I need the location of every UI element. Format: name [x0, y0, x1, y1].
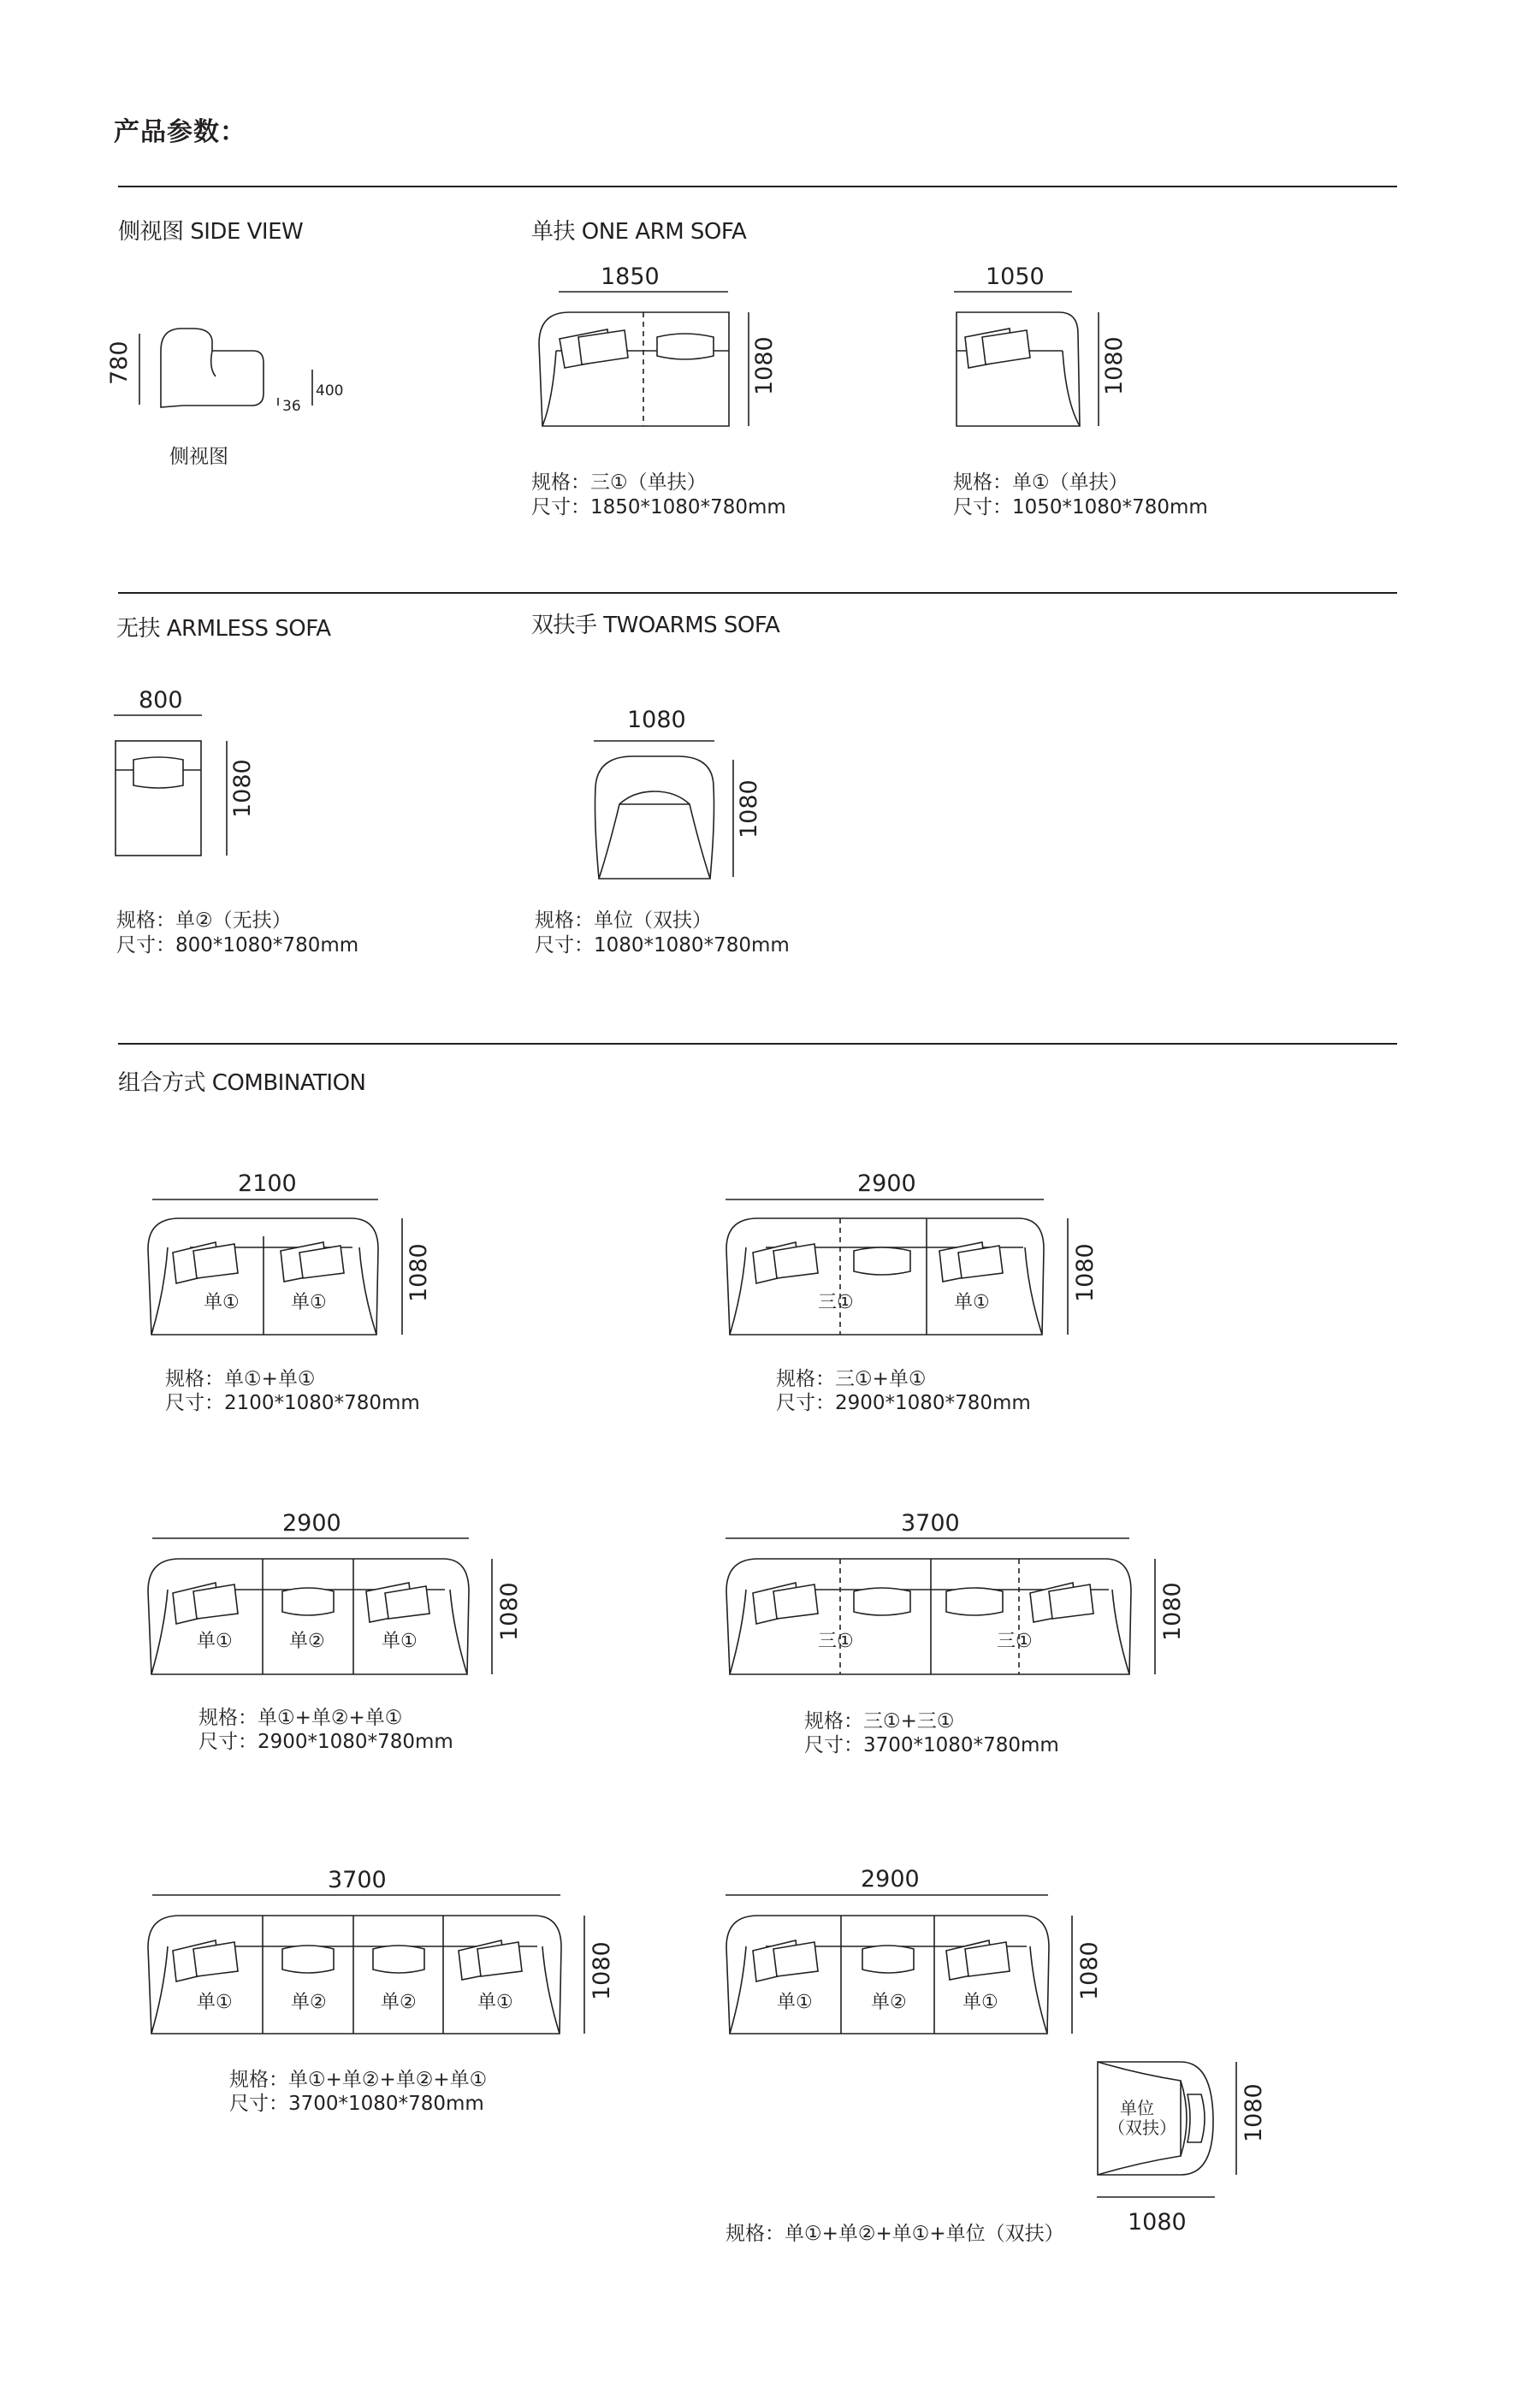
- combo-2100-module-1: 单①: [204, 1292, 240, 1313]
- one-arm-1850-drawing: [539, 292, 749, 426]
- one-arm-1850-spec: 规格：三①（单扶）: [531, 471, 707, 494]
- combo-2900-a-module-1: 三①: [818, 1292, 854, 1313]
- section-title-combination: 组合方式 COMBINATION: [118, 1070, 366, 1096]
- side-caption: 侧视图: [169, 446, 228, 468]
- side-height-dim: 780: [106, 341, 133, 385]
- one-arm-1050-drawing: [954, 292, 1099, 426]
- combo-2100-size: 尺寸：2100*1080*780mm: [165, 1392, 420, 1414]
- armless-800-width: 800: [139, 687, 183, 714]
- two-arms-1080-width: 1080: [627, 707, 686, 733]
- two-arms-1080-size: 尺寸：1080*1080*780mm: [535, 934, 790, 957]
- combo-2100-width: 2100: [238, 1170, 297, 1197]
- one-arm-1050-spec: 规格：单①（单扶）: [953, 471, 1128, 494]
- combo-2100-module-2: 单①: [291, 1292, 327, 1313]
- section-title-side-view: 侧视图 SIDE VIEW: [118, 219, 304, 245]
- one-arm-1850-width: 1850: [601, 264, 660, 290]
- combo-2100-depth: 1080: [406, 1243, 432, 1302]
- combo-3700-b-width: 3700: [328, 1867, 387, 1893]
- section-title-armless: 无扶 ARMLESS SOFA: [116, 616, 331, 642]
- extra-unit-width: 1080: [1128, 2209, 1187, 2236]
- one-arm-1850-depth: 1080: [751, 336, 778, 395]
- one-arm-1050-depth: 1080: [1101, 336, 1128, 395]
- armless-800-drawing: [114, 715, 227, 856]
- combo-2900-b-width: 2900: [282, 1510, 341, 1537]
- combo-2900-b-module-3: 单①: [382, 1631, 418, 1652]
- combo-3700-b-module-1: 单①: [197, 1992, 233, 2013]
- two-arms-1080-depth: 1080: [736, 779, 762, 838]
- two-arms-1080-drawing: [594, 741, 733, 879]
- section-title-one-arm: 单扶 ONE ARM SOFA: [531, 219, 747, 245]
- two-arms-1080-spec: 规格：单位（双扶）: [535, 909, 712, 932]
- page-title: 产品参数：: [114, 117, 246, 147]
- combo-3700-b-spec: 规格：单①+单②+单②+单①: [229, 2069, 488, 2091]
- combo-2900-a-width: 2900: [857, 1170, 916, 1197]
- combo-3700-a-drawing: [726, 1538, 1155, 1674]
- side-leg-dim: 36: [282, 398, 301, 415]
- combo-2900-a-size: 尺寸：2900*1080*780mm: [776, 1392, 1031, 1414]
- combo-3700-b-module-3: 单②: [381, 1992, 417, 2013]
- combo-2900-a-depth: 1080: [1072, 1243, 1099, 1302]
- extra-unit-label-1: 单位: [1120, 2098, 1154, 2118]
- combo-3700-a-spec: 规格：三①+三①: [804, 1710, 955, 1732]
- combo-3700-b-depth: 1080: [589, 1941, 615, 2000]
- extra-unit-depth: 1080: [1241, 2083, 1267, 2142]
- combo-3700-a-depth: 1080: [1159, 1582, 1186, 1641]
- combo-2100-drawing: [148, 1199, 402, 1335]
- combo-2900-c-module-1: 单①: [777, 1992, 813, 2013]
- combo-3700-a-size: 尺寸：3700*1080*780mm: [804, 1734, 1059, 1756]
- combo-2900-b-module-1: 单①: [197, 1631, 233, 1652]
- combo-3700-a-module-1: 三①: [818, 1631, 854, 1652]
- combo-3700-b-module-2: 单②: [291, 1992, 327, 2013]
- combo-3700-b-size: 尺寸：3700*1080*780mm: [229, 2093, 484, 2115]
- combo-2900-b-module-2: 单②: [289, 1631, 325, 1652]
- combo-3700-a-width: 3700: [901, 1510, 960, 1537]
- combo-2900-b-size: 尺寸：2900*1080*780mm: [198, 1731, 453, 1753]
- combo-2900-c-module-3: 单①: [962, 1992, 998, 2013]
- extra-unit-label-2: （双扶）: [1108, 2117, 1176, 2138]
- side-seat-dim: 400: [316, 382, 344, 400]
- one-arm-1050-size: 尺寸：1050*1080*780mm: [953, 496, 1208, 518]
- armless-800-spec: 规格：单②（无扶）: [116, 909, 292, 932]
- combo-2900-c-spec: 规格：单①+单②+单①+单位（双扶）: [726, 2223, 1064, 2245]
- combo-2900-b-depth: 1080: [496, 1582, 523, 1641]
- section-title-two-arms: 双扶手 TWOARMS SOFA: [531, 613, 780, 638]
- armless-800-depth: 1080: [229, 759, 256, 818]
- combo-2900-a-spec: 规格：三①+单①: [776, 1368, 927, 1390]
- combo-2100-spec: 规格：单①+单①: [165, 1368, 316, 1390]
- combo-2900-b-spec: 规格：单①+单②+单①: [198, 1707, 403, 1729]
- combo-3700-a-module-2: 三①: [997, 1631, 1033, 1652]
- side-view-drawing: [139, 329, 312, 407]
- combo-2900-c-module-2: 单②: [871, 1992, 907, 2013]
- combo-2900-a-module-2: 单①: [954, 1292, 990, 1313]
- armless-800-size: 尺寸：800*1080*780mm: [116, 934, 359, 957]
- combo-2900-b-drawing: [148, 1538, 492, 1674]
- one-arm-1850-size: 尺寸：1850*1080*780mm: [531, 496, 786, 518]
- combo-3700-b-module-4: 单①: [477, 1992, 513, 2013]
- combo-2900-c-width: 2900: [861, 1866, 920, 1892]
- combo-2900-c-depth: 1080: [1076, 1941, 1103, 2000]
- combo-2900-a-drawing: [726, 1199, 1068, 1335]
- one-arm-1050-width: 1050: [986, 264, 1045, 290]
